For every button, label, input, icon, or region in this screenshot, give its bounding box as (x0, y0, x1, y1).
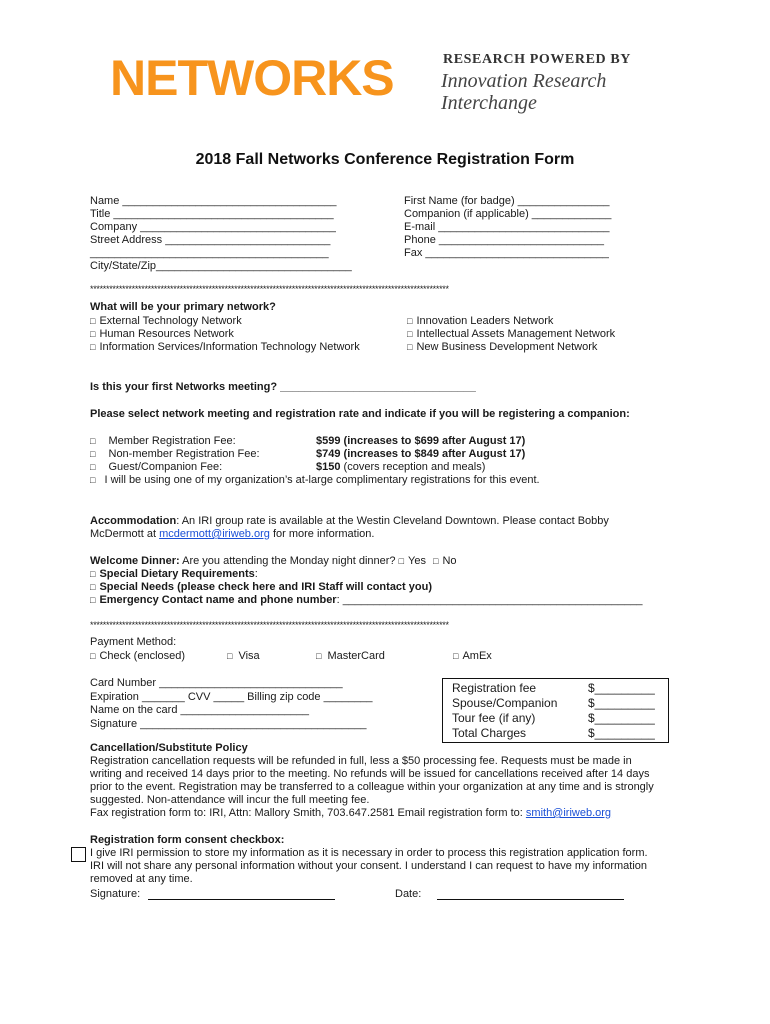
accommodation-text: Accommodation: An IRI group rate is available at the Westin Cleveland Downtown. Please contact Bobby McDermott at mcdermott@iriweb.org for more information. (90, 515, 609, 540)
payment-option-amex[interactable]: □ AmEx (453, 650, 492, 662)
first-meeting-question[interactable]: Is this your first Networks meeting? ________________________________ (90, 381, 476, 393)
summary-amount[interactable]: $_________ (588, 726, 655, 740)
no-option[interactable]: No (442, 555, 457, 567)
checkbox-icon[interactable]: □ (398, 556, 405, 566)
at-large-option[interactable]: □ I will be using one of my organization’s at-large complimentary registrations for this event. (90, 474, 540, 486)
companion-field[interactable]: Companion (if applicable) _____________ (404, 208, 612, 220)
fee-options (90, 435, 540, 487)
checkbox-icon[interactable]: □ (407, 329, 413, 339)
dinner-section: Welcome Dinner: Are you attending the Monday night dinner? □ Yes □ No □ Special Dietary Requirements: □ Special Needs (please check here and IRI Staff will contact you) □ Emergency Contact name and phone number: _________________________________________________ (90, 555, 643, 606)
checkbox-icon[interactable]: □ (90, 329, 96, 339)
cancellation-policy-text: Registration cancellation requests will be refunded in full, less a $50 processing fee. Requests must be made in writing and received 14 days prior to the meeting. No refunds will be issued for cancellations received after 14 days prior to the event. Registration may be transferred to a colleague within your organization at any time and is strongly suggested. Non-attendance will incur the full meeting fee. Fax registration form to: IRI, Attn: Mallory Smith, 703.647.2581 Email registration form to: smith@iriweb.org (90, 755, 654, 819)
card-number-field[interactable]: Card Number ______________________________ (90, 677, 343, 689)
summary-label: Spouse/Companion (452, 696, 558, 710)
checkbox-icon[interactable]: □ (90, 462, 96, 472)
card-signature-field[interactable]: Signature _____________________________________ (90, 717, 367, 730)
expiration-cvv-zip-field[interactable]: Expiration _______ CVV _____ Billing zip code ________ (90, 690, 373, 703)
network-options-right (407, 315, 615, 354)
iri-logo-text: Innovation Research Interchange (441, 70, 607, 114)
network-option[interactable]: □ Information Services/Information Technology Network (90, 341, 360, 353)
summary-label: Total Charges (452, 726, 527, 740)
date-label: Date: (395, 888, 422, 900)
checkbox-icon[interactable]: □ (433, 556, 439, 566)
network-option[interactable]: □ New Business Development Network (407, 341, 598, 353)
yes-option[interactable]: Yes (408, 555, 426, 567)
checkbox-icon[interactable]: □ (90, 475, 96, 485)
checkbox-icon[interactable]: □ (407, 342, 413, 352)
checkbox-icon[interactable]: □ (227, 651, 233, 661)
network-option[interactable]: □ Innovation Leaders Network (407, 315, 554, 327)
summary-amount[interactable]: $_________ (588, 681, 655, 695)
fee-row[interactable]: □ Guest/Companion Fee: $150 (covers reception and meals) (90, 461, 486, 473)
checkbox-icon[interactable]: □ (453, 651, 459, 661)
checkbox-icon[interactable]: □ (90, 651, 96, 661)
smith-email-link[interactable]: smith@iriweb.org (525, 807, 612, 819)
city-state-zip-field[interactable]: City/State/Zip________________________________ (90, 260, 352, 272)
card-fields (90, 677, 373, 731)
payment-option-visa[interactable]: □ Visa (227, 650, 260, 662)
email-field[interactable]: E-mail ____________________________ (404, 221, 610, 233)
contact-right-fields (404, 195, 611, 260)
payment-option-mastercard[interactable]: □ MasterCard (316, 650, 385, 662)
signature-label: Signature: (90, 888, 141, 900)
mcdermott-email-link[interactable]: mcdermott@iriweb.org (159, 528, 270, 540)
network-options-left (90, 315, 360, 354)
badge-first-name-field[interactable]: First Name (for badge) _______________ (404, 195, 610, 207)
checkbox-icon[interactable]: □ (316, 651, 322, 661)
company-field[interactable]: Company ________________________________ (90, 221, 336, 233)
payment-label: Payment Method: (90, 636, 177, 648)
special-needs-option[interactable]: □ Special Needs (please check here and IRI Staff will contact you) (90, 581, 432, 593)
contact-left-fields (90, 195, 352, 273)
checkbox-icon[interactable]: □ (90, 436, 96, 446)
network-question: What will be your primary network? (90, 301, 276, 313)
checkbox-icon[interactable]: □ (90, 449, 96, 459)
address-line-2-field[interactable]: _______________________________________ (90, 247, 329, 259)
consent-text: I give IRI permission to store my information as it is necessary in order to process this registration application form. IRI will not share any personal information without your consent. I understand I can request to have my information removed at any time. (90, 847, 648, 885)
section-divider: **************************************************************************************************************** (90, 284, 449, 294)
network-option[interactable]: □ External Technology Network (90, 315, 242, 327)
emergency-contact-field[interactable]: □ Emergency Contact name and phone number: _________________________________________________ (90, 594, 643, 606)
fee-row[interactable]: □ Non-member Registration Fee: $749 (increases to $849 after August 17) (90, 448, 526, 460)
cancellation-heading: Cancellation/Substitute Policy (90, 742, 248, 754)
rate-prompt: Please select network meeting and registration rate and indicate if you will be registering a companion: (90, 408, 630, 420)
name-field[interactable]: Name ___________________________________ (90, 195, 337, 207)
checkbox-icon[interactable]: □ (407, 316, 413, 326)
title-field[interactable]: Title ____________________________________ (90, 208, 334, 220)
dietary-option[interactable]: □ Special Dietary Requirements: (90, 568, 258, 580)
date-line[interactable] (437, 899, 624, 900)
fee-row[interactable]: □ Member Registration Fee: $599 (increases to $699 after August 17) (90, 435, 526, 447)
checkbox-icon[interactable]: □ (90, 569, 96, 579)
street-address-field[interactable]: Street Address ___________________________ (90, 234, 331, 246)
summary-label: Registration fee (452, 681, 537, 695)
consent-checkbox[interactable] (71, 847, 86, 862)
network-option[interactable]: □ Intellectual Assets Management Network (407, 328, 616, 340)
summary-label: Tour fee (if any) (452, 711, 536, 725)
fax-field[interactable]: Fax ______________________________ (404, 247, 609, 259)
checkbox-icon[interactable]: □ (90, 595, 96, 605)
form-title: 2018 Fall Networks Conference Registration Form (195, 151, 575, 168)
consent-heading: Registration form consent checkbox: (90, 834, 285, 846)
phone-field[interactable]: Phone ___________________________ (404, 234, 605, 246)
powered-by-text: RESEARCH POWERED BY (443, 52, 631, 67)
summary-amount[interactable]: $_________ (588, 696, 655, 710)
checkbox-icon[interactable]: □ (90, 342, 96, 352)
network-option[interactable]: □ Human Resources Network (90, 328, 234, 340)
name-on-card-field[interactable]: Name on the card _____________________ (90, 704, 309, 716)
summary-amount[interactable]: $_________ (588, 711, 655, 725)
payment-option-check[interactable]: □ Check (enclosed) (90, 650, 186, 662)
signature-line[interactable] (148, 899, 335, 900)
section-divider: **************************************************************************************************************** (90, 620, 449, 630)
checkbox-icon[interactable]: □ (90, 316, 96, 326)
networks-logo: NETWORKS (110, 50, 394, 106)
charges-summary-box (442, 678, 669, 743)
checkbox-icon[interactable]: □ (90, 582, 96, 592)
